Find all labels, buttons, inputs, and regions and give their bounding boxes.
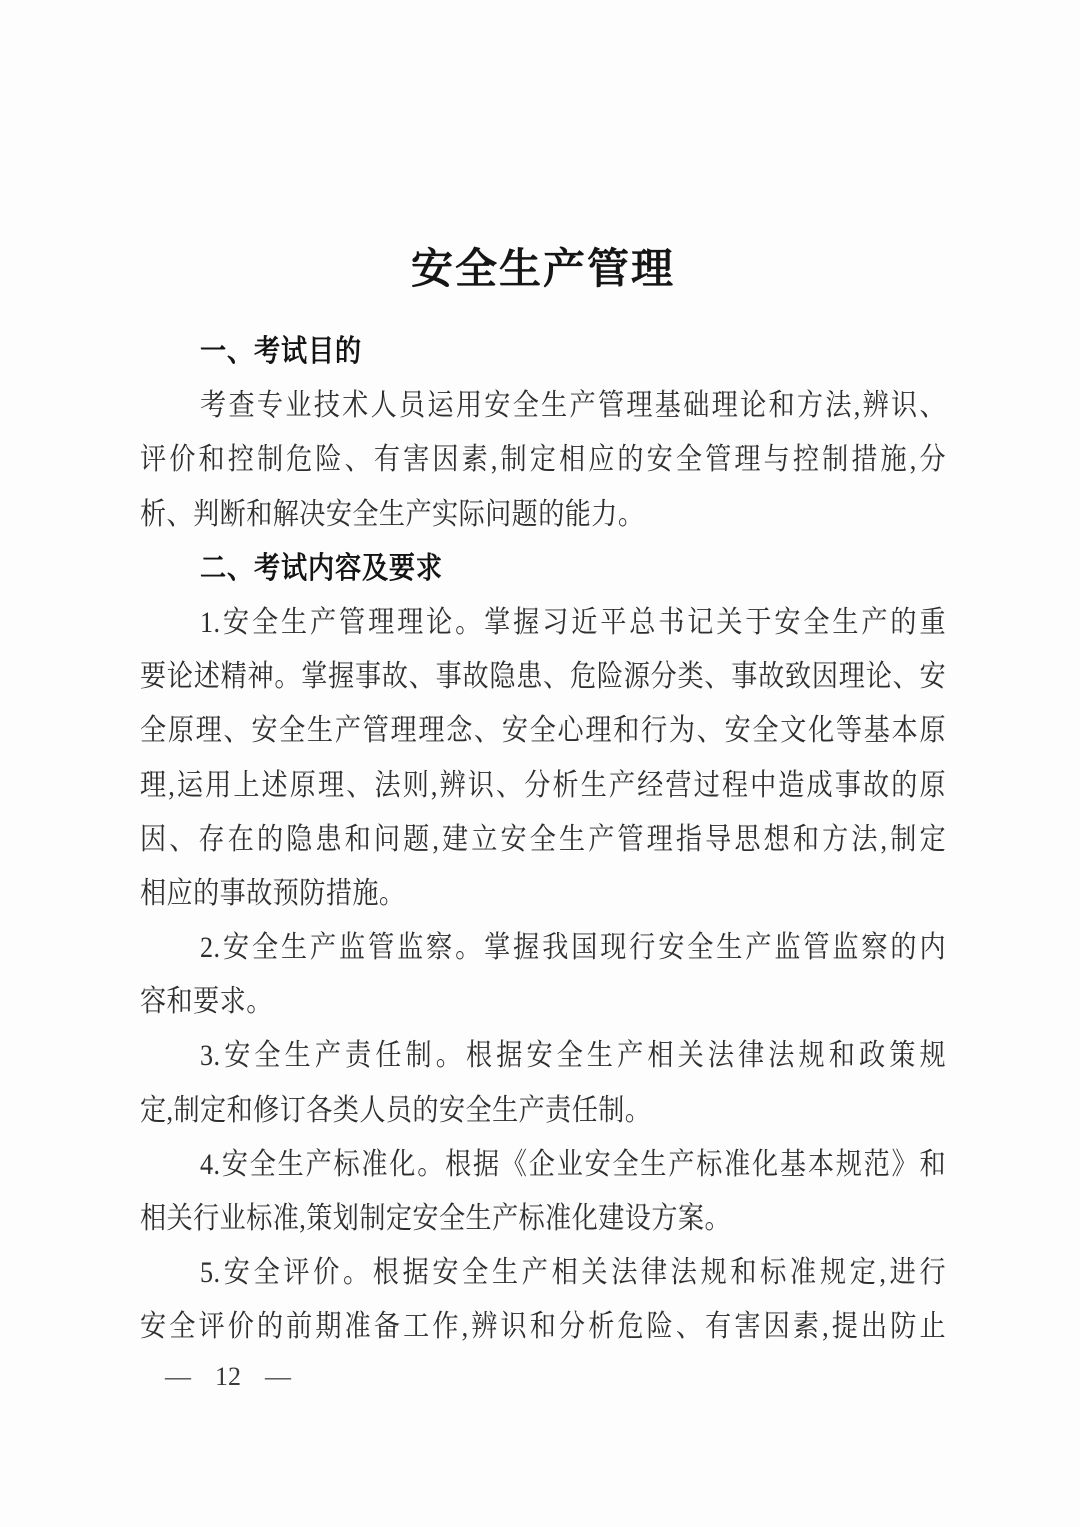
text-line: 3.安全生产责任制。根据安全生产相关法律法规和政策规: [200, 1039, 946, 1073]
text-line: 定,制定和修订各类人员的安全生产责任制。: [140, 1093, 652, 1127]
page-title: 安全生产管理: [410, 247, 675, 293]
section-heading-exam-purpose: 一、考试目的: [200, 335, 362, 368]
footer-right-dash: —: [265, 1361, 291, 1391]
text-line: 相应的事故预防措施。: [140, 876, 406, 910]
text-line: 全原理、安全生产管理理念、安全心理和行为、安全文化等基本原: [140, 714, 946, 748]
text-line: 析、判断和解决安全生产实际问题的能力。: [140, 497, 645, 531]
text-line: 因、存在的隐患和问题,建立安全生产管理指导思想和方法,制定: [140, 822, 946, 856]
document-body: [140, 325, 946, 1355]
page-number: 12: [215, 1361, 241, 1391]
footer-left-dash: —: [165, 1361, 191, 1391]
text-line: 安全评价的前期准备工作,辨识和分析危险、有害因素,提出防止: [140, 1310, 946, 1344]
text-line: 容和要求。: [140, 985, 273, 1019]
text-line: 要论述精神。掌握事故、事故隐患、危险源分类、事故致因理论、安: [140, 660, 946, 694]
text-line: 理,运用上述原理、法则,辨识、分析生产经营过程中造成事故的原: [140, 768, 946, 802]
page-number-footer: [165, 1363, 946, 1391]
text-line: 1.安全生产管理理论。掌握习近平总书记关于安全生产的重: [200, 605, 946, 639]
text-line: 4.安全生产标准化。根据《企业安全生产标准化基本规范》和: [200, 1147, 946, 1181]
text-line: 2.安全生产监管监察。掌握我国现行安全生产监管监察的内: [200, 931, 946, 965]
text-line: 评价和控制危险、有害因素,制定相应的安全管理与控制措施,分: [140, 443, 946, 477]
text-line: 5.安全评价。根据安全生产相关法律法规和标准规定,进行: [200, 1256, 946, 1290]
text-line: 考查专业技术人员运用安全生产管理基础理论和方法,辨识、: [200, 389, 946, 423]
section-heading-exam-content: 二、考试内容及要求: [200, 551, 443, 585]
text-line: 相关行业标准,策划制定安全生产标准化建设方案。: [140, 1202, 732, 1235]
